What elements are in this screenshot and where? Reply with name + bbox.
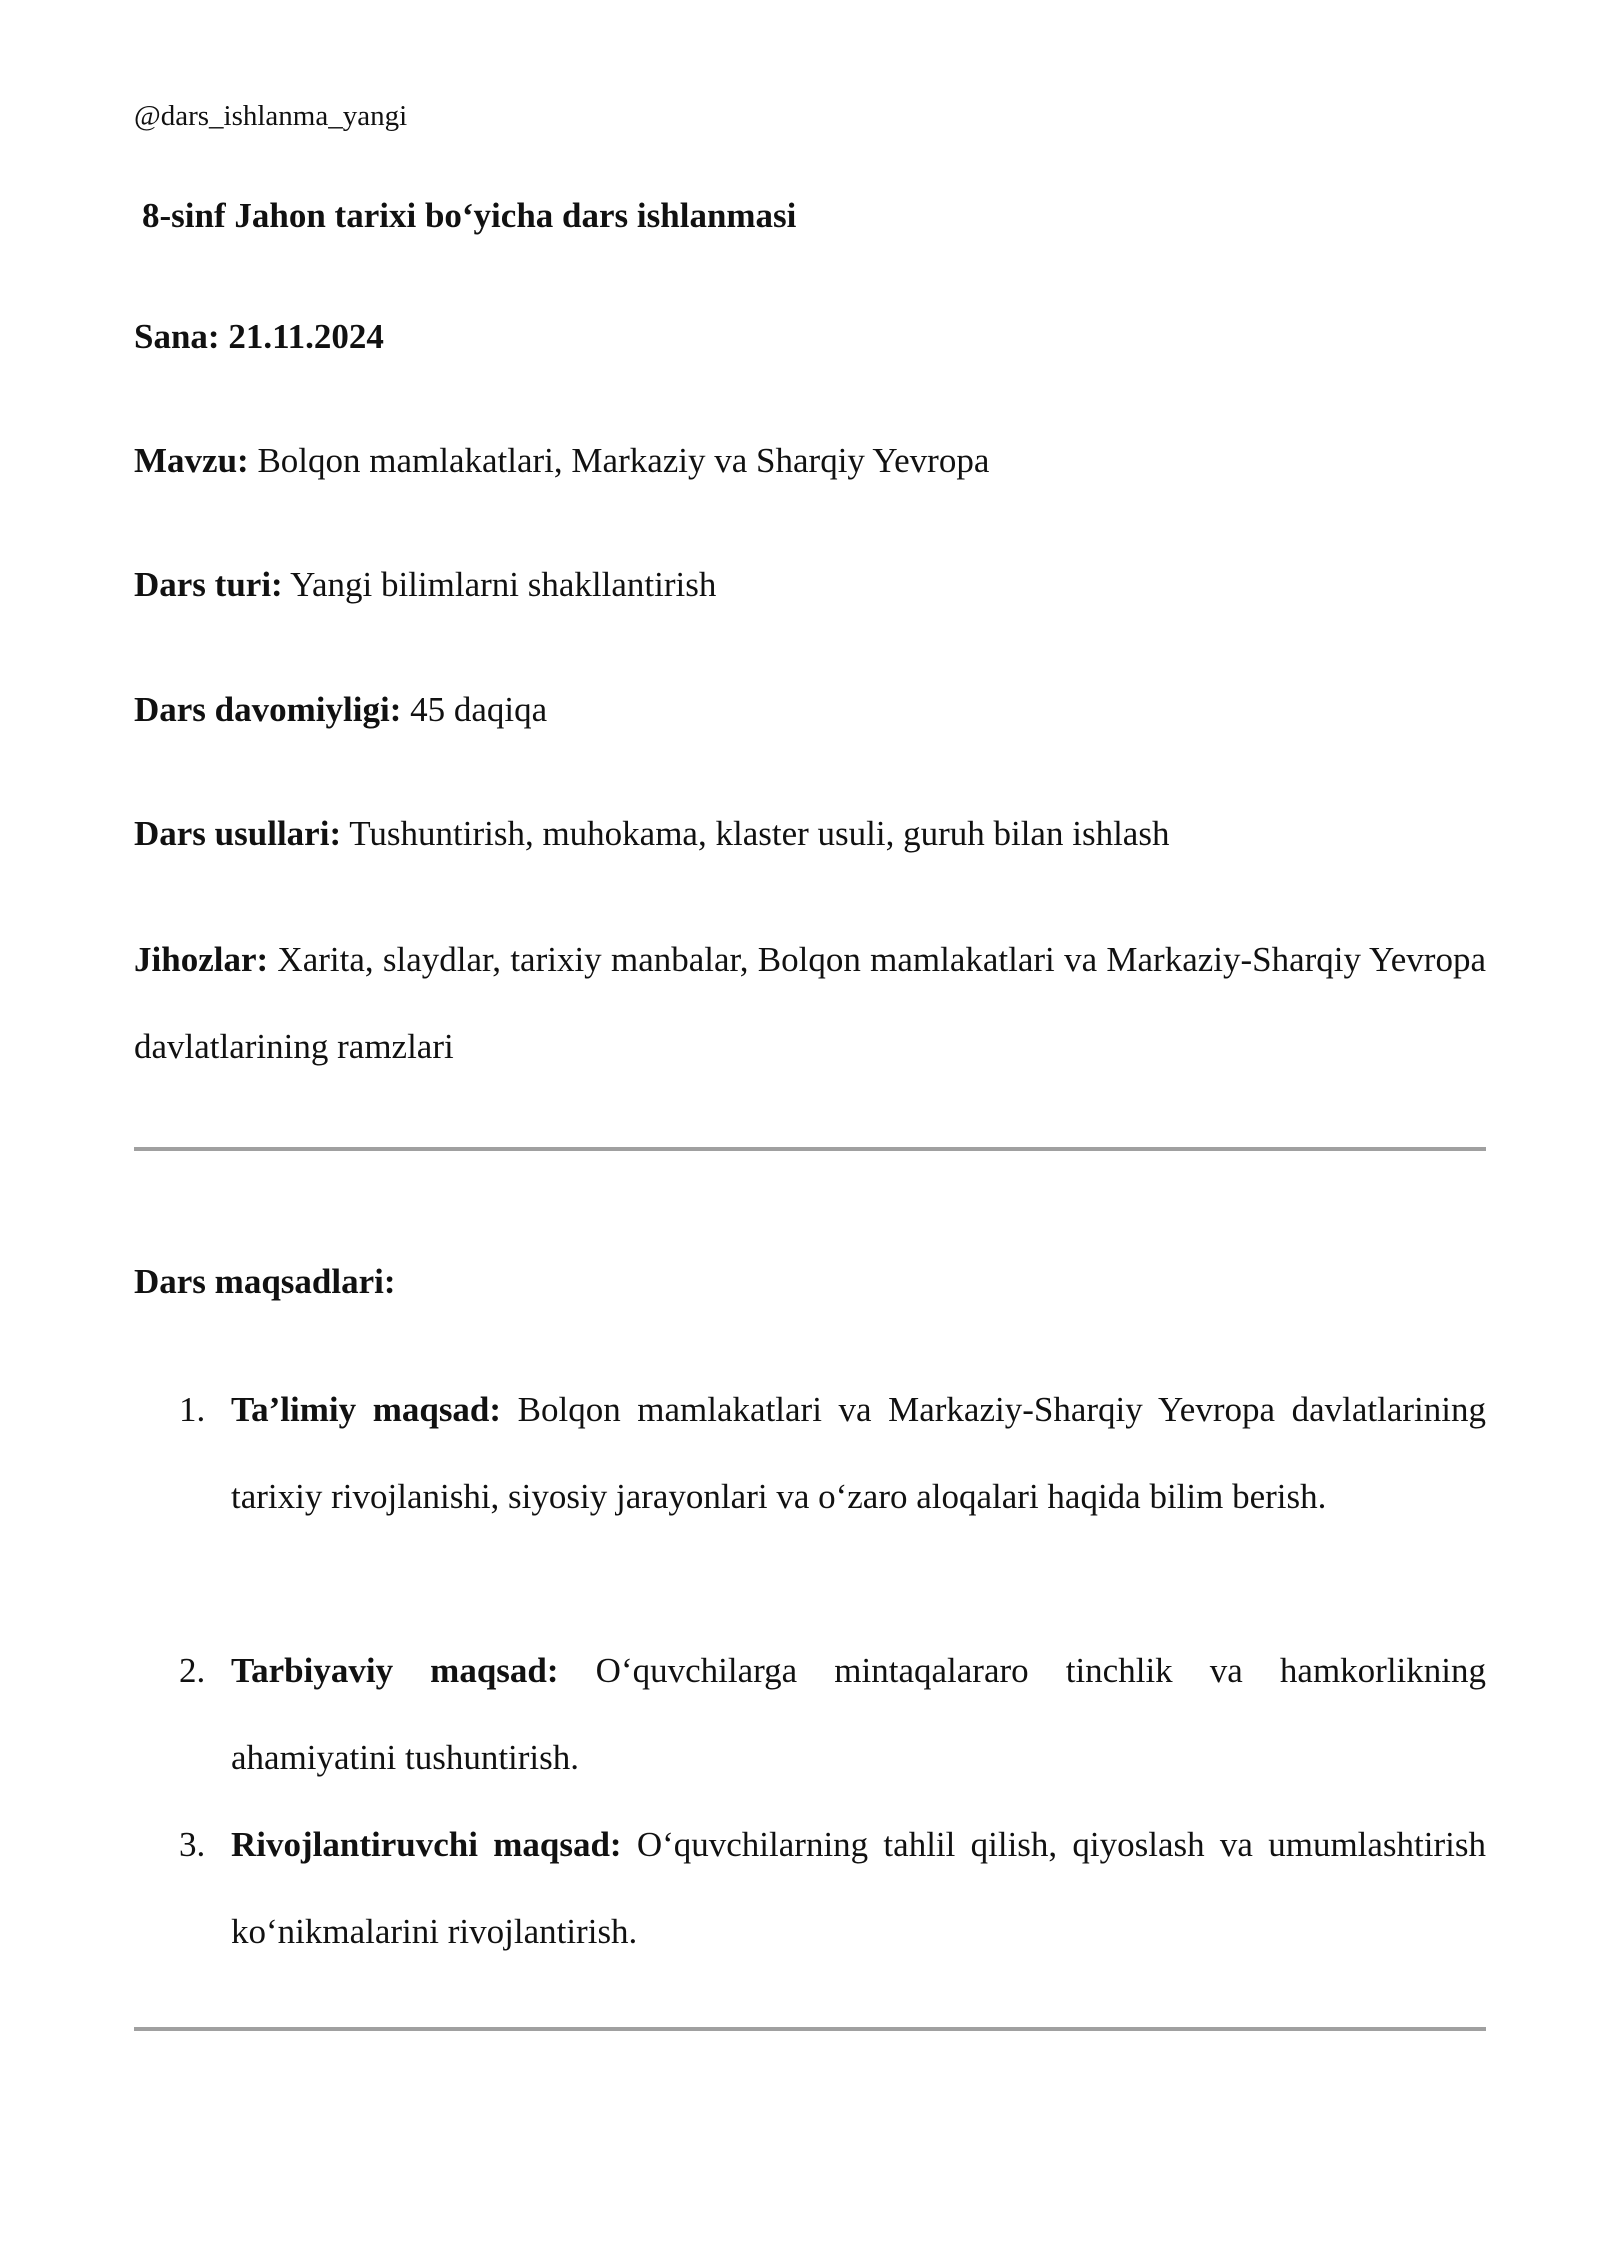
field-value: Xarita, slaydlar, tarixiy manbalar, Bolqon mamlakatlari va Markaziy-Sharqiy Yevropa davlatlarining ramzlari xyxy=(134,940,1486,1066)
field-value: 21.11.2024 xyxy=(228,317,384,356)
goal-label: Rivojlantiruvchi maqsad: xyxy=(231,1825,622,1864)
goal-item-2 xyxy=(179,1627,1487,1801)
divider xyxy=(134,2027,1486,2031)
field-value: Bolqon mamlakatlari, Markaziy va Sharqiy Yevropa xyxy=(257,441,990,480)
field-usullar xyxy=(134,810,1486,858)
field-label: Dars davomiyligi: xyxy=(134,690,402,729)
field-dars-turi xyxy=(134,561,1486,609)
document-title: 8-sinf Jahon tarixi bo‘yicha dars ishlanmasi xyxy=(142,196,797,235)
field-label: Dars turi: xyxy=(134,565,283,604)
goal-text: O‘quvchilarga mintaqalararo tinchlik va hamkorlikning ahamiyatini tushuntirish. xyxy=(231,1651,1487,1777)
goal-text: Bolqon mamlakatlari va Markaziy-Sharqiy Yevropa davlatlarining tarixiy rivojlanishi, siyosiy jarayonlari va o‘zaro aloqalari haqida bilim berish. xyxy=(231,1390,1486,1516)
goal-text: O‘quvchilarning tahlil qilish, qiyoslash va umumlashtirish ko‘nikmalarini rivojlantirish. xyxy=(231,1825,1486,1951)
divider xyxy=(134,1147,1486,1151)
goal-number: 3. xyxy=(179,1825,206,1864)
goal-number: 2. xyxy=(179,1651,206,1690)
field-value: Tushuntirish, muhokama, klaster usuli, guruh bilan ishlash xyxy=(349,814,1170,853)
goals-title: Dars maqsadlari: xyxy=(134,1262,396,1301)
goal-item-1 xyxy=(179,1366,1486,1540)
field-label: Sana: xyxy=(134,317,220,356)
goal-label: Ta’limiy maqsad: xyxy=(231,1390,502,1429)
channel-handle: @dars_ishlanma_yangi xyxy=(134,100,408,132)
goal-item-3 xyxy=(179,1801,1486,1975)
field-value: Yangi bilimlarni shakllantirish xyxy=(290,565,717,604)
goal-number: 1. xyxy=(179,1390,206,1429)
field-label: Mavzu: xyxy=(134,441,249,480)
goal-label: Tarbiyaviy maqsad: xyxy=(231,1651,559,1690)
field-value: 45 daqiqa xyxy=(410,690,548,729)
field-label: Dars usullari: xyxy=(134,814,342,853)
field-davomiylik xyxy=(134,686,1486,734)
field-jihozlar xyxy=(134,916,1486,1090)
field-label: Jihozlar: xyxy=(134,940,269,979)
field-mavzu xyxy=(134,437,1486,485)
field-sana xyxy=(134,313,1486,361)
